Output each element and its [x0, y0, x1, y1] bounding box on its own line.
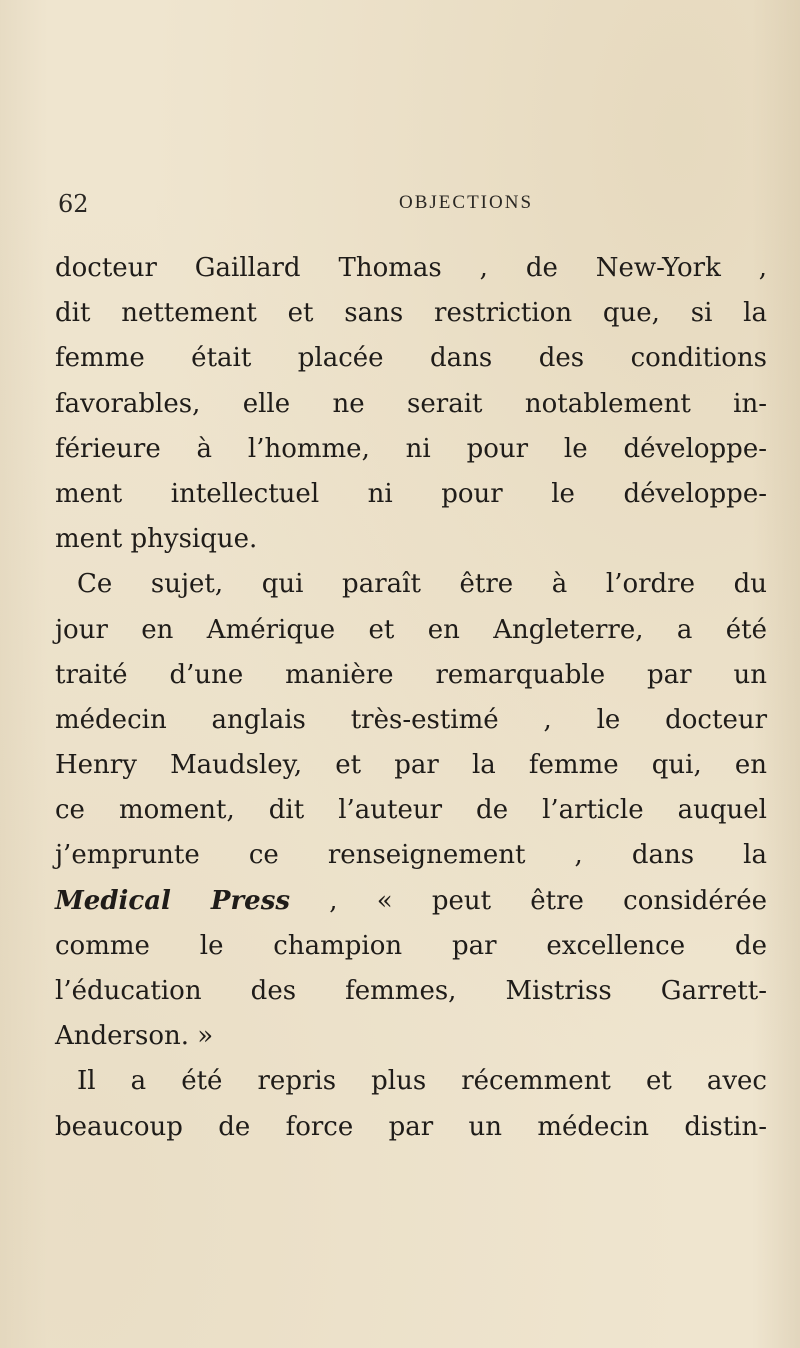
text-line: j’emprunte ce renseignement , dans la — [55, 840, 767, 871]
text-line-continuation: , « peut être considérée — [290, 885, 767, 916]
text-line: ment physique. — [55, 524, 258, 555]
journal-title: Medical Press — [55, 885, 291, 916]
running-head: OBJECTIONS — [399, 192, 534, 213]
text-line: Anderson. » — [55, 1021, 214, 1052]
text-line: l’éducation des femmes, Mistriss Garrett- — [55, 976, 767, 1006]
text-line: jour en Amérique et en Angleterre, a été — [55, 614, 767, 645]
text-line: traité d’une manière remarquable par un — [55, 659, 767, 690]
text-line: Ce sujet, qui paraît être à l’ordre du — [77, 569, 767, 600]
text-line: comme le champion par excellence de — [55, 930, 767, 961]
text-line: ment intellectuel ni pour le développe- — [55, 478, 767, 509]
body-text — [55, 246, 767, 1150]
text-line: favorables, elle ne serait notablement in- — [55, 388, 767, 419]
text-line: médecin anglais très-estimé , le docteur — [55, 704, 767, 735]
page-header — [58, 190, 748, 230]
text-line: férieure à l’homme, ni pour le développe- — [55, 433, 767, 464]
text-line: femme était placée dans des conditions — [55, 343, 767, 374]
text-line: ce moment, dit l’auteur de l’article auquel — [55, 795, 767, 826]
text-line: docteur Gaillard Thomas , de New-York , — [55, 253, 767, 283]
text-line — [55, 879, 767, 924]
page-number: 62 — [58, 190, 89, 218]
text-line: beaucoup de force par un médecin distin- — [55, 1111, 767, 1142]
text-line: Henry Maudsley, et par la femme qui, en — [55, 750, 767, 781]
text-line: dit nettement et sans restriction que, si la — [55, 298, 767, 329]
text-line: Il a été repris plus récemment et avec — [77, 1066, 767, 1097]
